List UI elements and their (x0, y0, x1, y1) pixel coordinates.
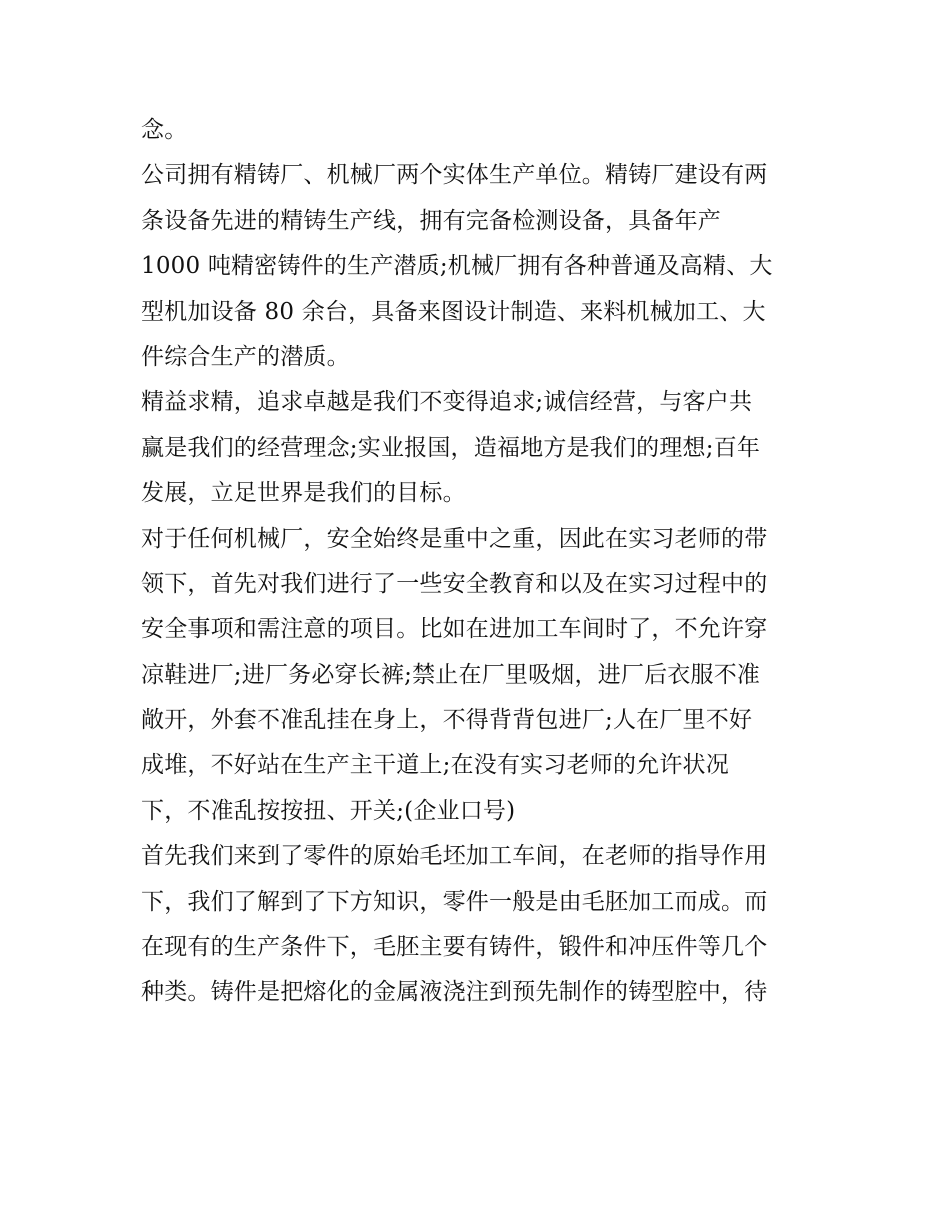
text-line: 敞开，外套不准乱挂在身上，不得背背包进厂;人在厂里不好 (141, 707, 753, 734)
document-body (141, 108, 821, 1016)
text-line: 领下，首先对我们进行了一些安全教育和以及在实习过程中的 (141, 570, 768, 597)
text-line: 对于任何机械厂，安全始终是重中之重，因此在实习老师的带 (141, 525, 768, 552)
text-line: 赢是我们的经营理念;实业报国，造福地方是我们的理想;百年 (141, 434, 761, 461)
text-line: 1000 吨精密铸件的生产潜质;机械厂拥有各种普通及高精、大 (141, 253, 773, 280)
text-line: 型机加设备 80 余台，具备来图设计制造、来料机械加工、大 (141, 298, 766, 325)
text-line: 成堆，不好站在生产主干道上;在没有实习老师的允许状况 (141, 752, 729, 779)
text-line: 安全事项和需注意的项目。比如在进加工车间时了，不允许穿 (141, 616, 768, 643)
text-line: 条设备先进的精铸生产线，拥有完备检测设备，具备年产 (141, 207, 721, 234)
text-line: 发展，立足世界是我们的目标。 (141, 480, 466, 507)
text-line: 精益求精，追求卓越是我们不变得追求;诚信经营，与客户共 (141, 389, 753, 416)
text-line: 下，不准乱按按扭、开关;(企业口号) (141, 797, 516, 824)
text-line: 公司拥有精铸厂、机械厂两个实体生产单位。精铸厂建设有两 (141, 162, 768, 189)
text-line: 件综合生产的潜质。 (141, 343, 350, 370)
text-line: 在现有的生产条件下，毛胚主要有铸件，锻件和冲压件等几个 (141, 934, 768, 961)
text-line: 凉鞋进厂;进厂务必穿长裤;禁止在厂里吸烟，进厂后衣服不准 (141, 661, 761, 688)
text-line: 下，我们了解到了下方知识，零件一般是由毛胚加工而成。而 (141, 888, 768, 915)
text-line: 首先我们来到了零件的原始毛坯加工车间，在老师的指导作用 (141, 843, 768, 870)
text-line: 念。 (141, 117, 188, 143)
text-line: 种类。铸件是把熔化的金属液浇注到预先制作的铸型腔中，待 (141, 979, 768, 1006)
